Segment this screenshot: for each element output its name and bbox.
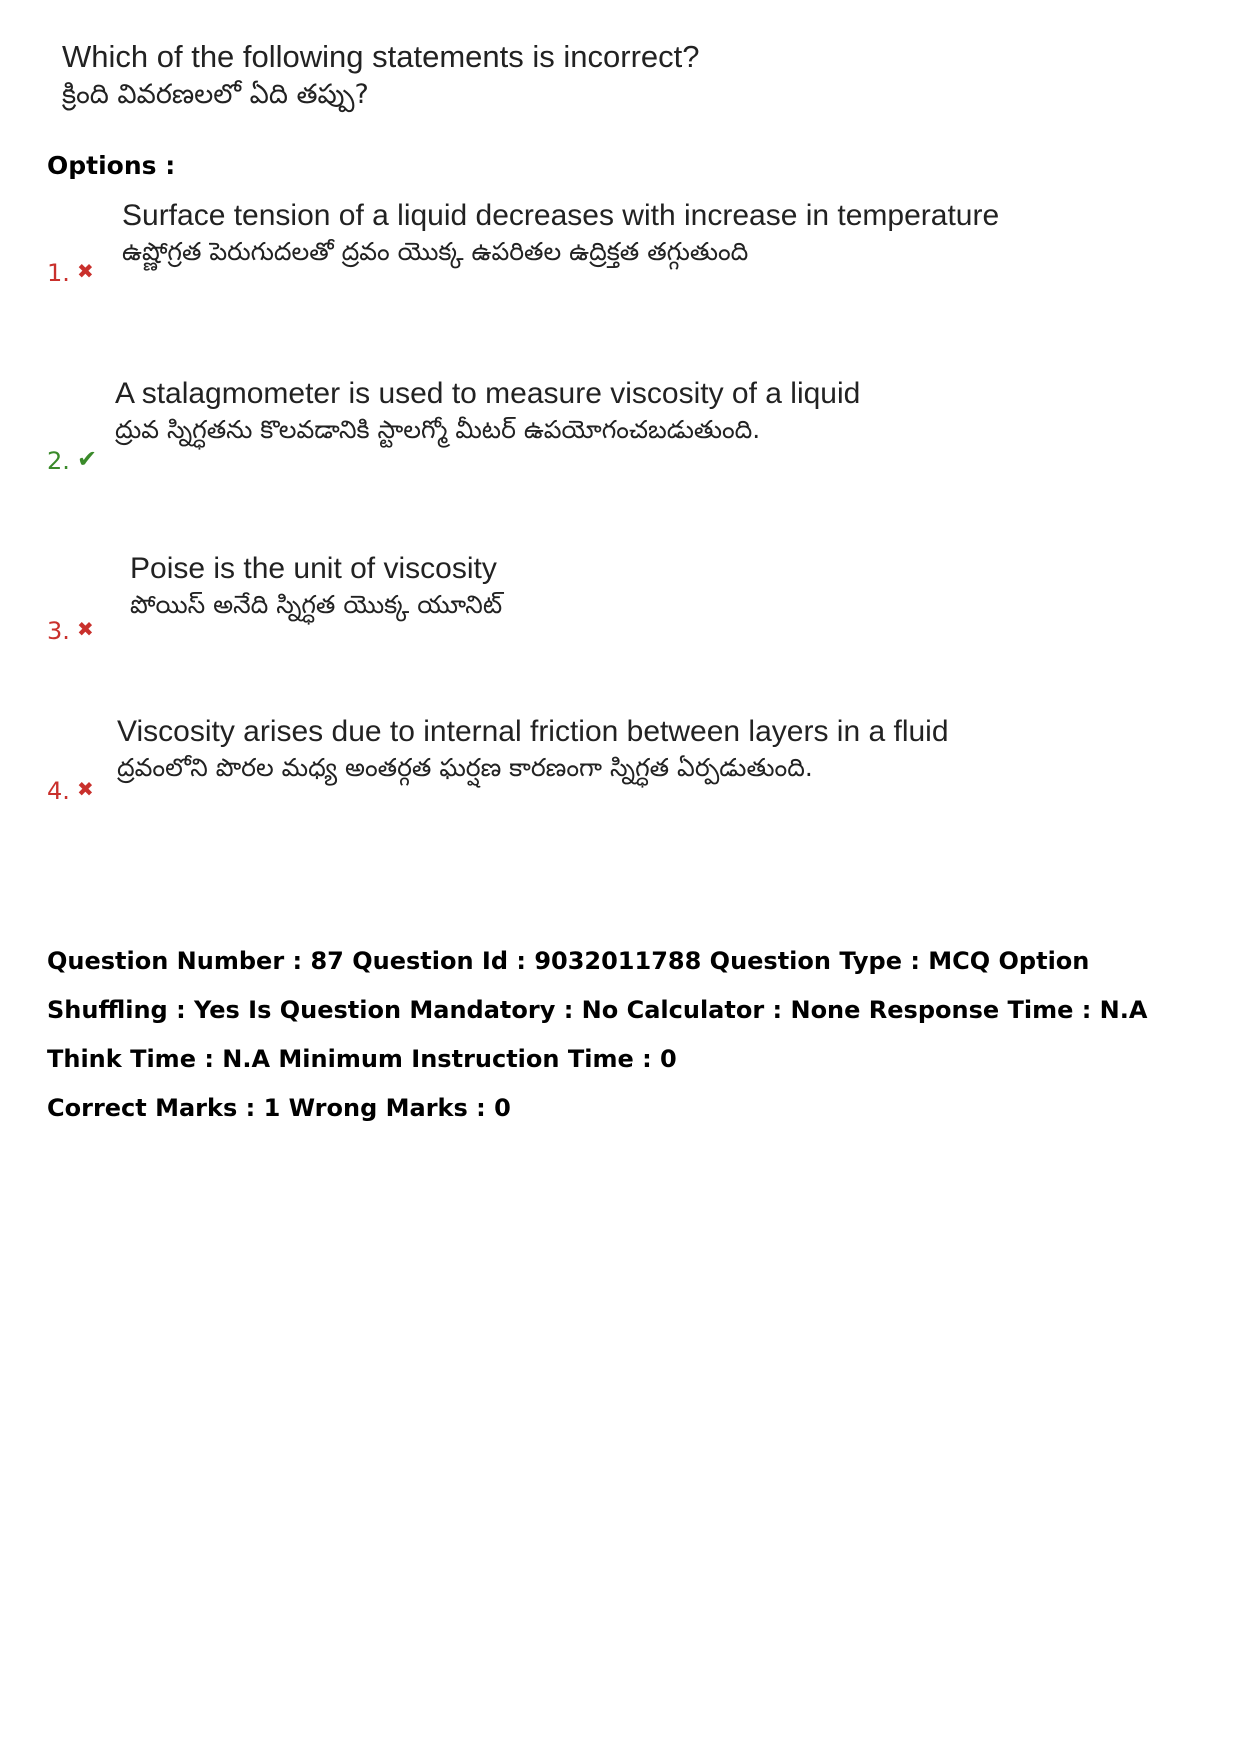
option-3 [47,551,1147,651]
cross-icon: ✖ [77,259,94,283]
options-label: Options : [47,151,176,180]
option-text-english: A stalagmometer is used to measure viscosity of a liquid [115,377,861,410]
option-text-image [117,714,949,786]
option-1 [47,198,1147,298]
cross-icon: ✖ [77,777,94,801]
question-text-english: Which of the following statements is incorrect? [62,39,700,74]
question-text-image [62,38,962,114]
option-number: 3. [47,617,70,645]
question-metadata: Question Number : 87 Question Id : 9032011788 Question Type : MCQ Option Shuffling : Yes Is Question Mandatory : No Calculator : None Response Time : N.A Think Time : N.A Minimum Instruction Time : 0 [47,947,1148,1073]
option-text-telugu: ద్రవంలోని పొరల మధ్య అంతర్గత ఘర్షణ కారణంగా స్నిగ్ధత ఏర్పడుతుంది. [117,753,813,782]
option-number: 4. [47,777,70,805]
option-text-image [122,198,999,270]
option-2 [47,376,1147,476]
question-text-telugu: క్రింది వివరణలలో ఏది తప్పు? [62,79,369,110]
option-text-telugu: పోయిస్ అనేది స్నిగ్ధత యొక్క యూనిట్ [130,590,503,619]
marks-info: Correct Marks : 1 Wrong Marks : 0 [47,1094,511,1122]
option-text-telugu: ద్రువ స్నిగ్ధతను కొలవడానికి స్టాలగ్మో మీటర్ ఉపయోగంచబడుతుంది. [115,415,761,444]
option-text-image [130,551,502,623]
option-text-telugu: ఉష్ణోగ్రత పెరుగుదలతో ద్రవం యొక్క ఉపరితల ఉద్రిక్తత తగ్గుతుంది [122,237,749,266]
option-text-english: Poise is the unit of viscosity [130,552,497,585]
option-text-english: Surface tension of a liquid decreases with increase in temperature [122,199,1000,232]
option-text-image [115,376,860,448]
option-4 [47,714,1147,814]
option-number: 2. [47,447,70,475]
cross-icon: ✖ [77,617,94,641]
option-number: 1. [47,259,70,287]
option-text-english: Viscosity arises due to internal friction between layers in a fluid [117,715,949,748]
check-icon: ✔ [77,445,98,473]
